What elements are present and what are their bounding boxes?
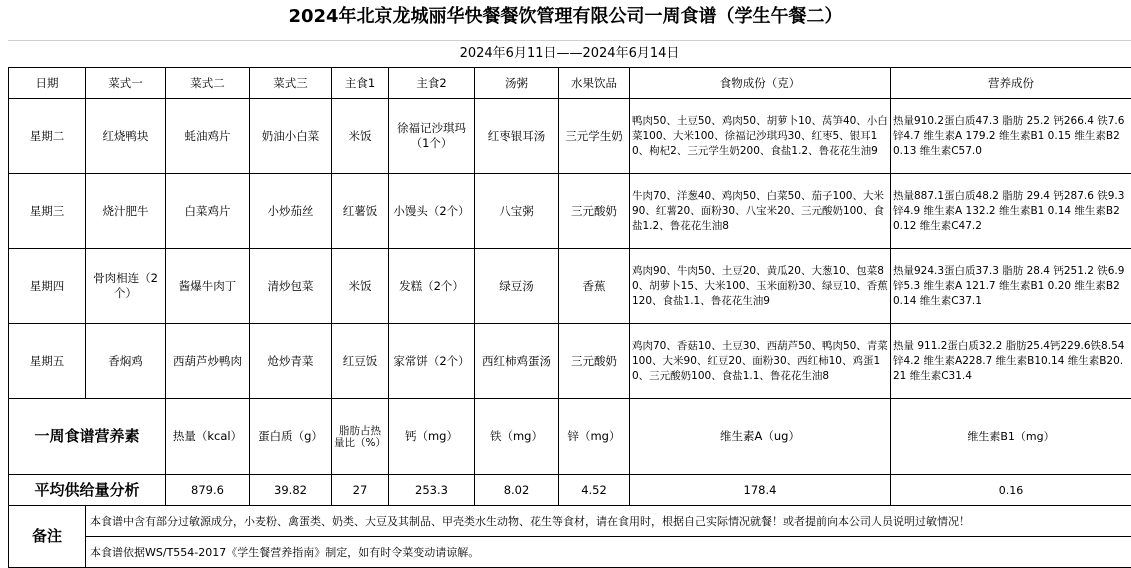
dish1-cell: 骨肉相连（2个） xyxy=(86,249,166,324)
notes-line-basis: 本食谱依据WS/T554-2017《学生餐营养指南》制定，如有时令菜变动请谅解。 xyxy=(86,537,1131,568)
summary-field: 脂肪占热量比（%） xyxy=(332,399,389,475)
dish2-cell: 蚝油鸡片 xyxy=(166,99,250,174)
nutrition-cell: 热量924.3蛋白质37.3 脂肪 28.4 钙251.2 铁6.9 锌5.3 维生素A 121.7 维生素B1 0.20 维生素B2 0.14 维生素C37.1 xyxy=(891,249,1131,324)
staple2-cell: 小馒头（2个） xyxy=(389,174,475,249)
staple2-cell: 发糕（2个） xyxy=(389,249,475,324)
nutrition-cell: 热量887.1蛋白质48.2 脂肪 29.4 钙287.6 铁9.3 锌4.9 维生素A 132.2 维生素B1 0.14 维生素B2 0.12 维生素C47.2 xyxy=(891,174,1131,249)
summary-value: 253.3 xyxy=(389,475,475,506)
dish3-cell: 奶油小白菜 xyxy=(250,99,332,174)
header-dish2: 菜式二 xyxy=(166,68,250,99)
day-label: 星期二 xyxy=(9,99,86,174)
nutrition-cell: 热量 911.2蛋白质32.2 脂肪25.4钙229.6铁8.54锌4.2 维生素A228.7 维生素B10.14 维生素B20.21 维生素C31.4 xyxy=(891,324,1131,399)
summary-field: 维生素A（ug） xyxy=(630,399,891,475)
header-staple2: 主食2 xyxy=(389,68,475,99)
summary-value: 178.4 xyxy=(630,475,891,506)
dish3-cell: 清炒包菜 xyxy=(250,249,332,324)
date-range: 2024年6月11日——2024年6月14日 xyxy=(8,40,1131,67)
day-label: 星期三 xyxy=(9,174,86,249)
notes-label: 备注 xyxy=(9,506,86,568)
header-ingredients: 食物成份（克） xyxy=(630,68,891,99)
ingredients-cell: 鸡肉90、牛肉50、土豆20、黄瓜20、大葱10、包菜80、胡萝卜15、大米100、玉米面粉30、绿豆10、香蕉120、食盐1.1、鲁花花生油9 xyxy=(630,249,891,324)
staple1-cell: 米饭 xyxy=(332,99,389,174)
summary-value: 879.6 xyxy=(166,475,250,506)
soup-cell: 八宝粥 xyxy=(475,174,559,249)
dish2-cell: 白菜鸡片 xyxy=(166,174,250,249)
summary-value: 27 xyxy=(332,475,389,506)
fruit-cell: 三元学生奶 xyxy=(559,99,630,174)
summary-field: 维生素B1（mg） xyxy=(891,399,1131,475)
day-label: 星期四 xyxy=(9,249,86,324)
header-dish1: 菜式一 xyxy=(86,68,166,99)
header-nutrition: 营养成份 xyxy=(891,68,1131,99)
fruit-cell: 三元酸奶 xyxy=(559,174,630,249)
ingredients-cell: 牛肉70、洋葱40、鸡肉50、白菜50、茄子100、大米90、红薯20、面粉30、八宝米20、三元酸奶100、食盐1.2、鲁花花生油8 xyxy=(630,174,891,249)
dish1-cell: 烧汁肥牛 xyxy=(86,174,166,249)
summary-label-nutrients: 一周食谱营养素 xyxy=(9,399,166,475)
summary-header-row xyxy=(9,399,1131,475)
menu-table xyxy=(8,67,1131,568)
notes-row xyxy=(9,506,1131,537)
summary-values-row xyxy=(9,475,1131,506)
ingredients-cell: 鸭肉50、土豆50、鸡肉50、胡萝卜10、莴笋40、小白菜100、大米100、徐福记沙琪玛30、红枣5、银耳10、枸杞2、三元学生奶200、食盐1.2、鲁花花生油9 xyxy=(630,99,891,174)
dish2-cell: 西葫芦炒鸭肉 xyxy=(166,324,250,399)
dish3-cell: 小炒茄丝 xyxy=(250,174,332,249)
day-label: 星期五 xyxy=(9,324,86,399)
summary-field: 铁（mg） xyxy=(475,399,559,475)
summary-value: 0.16 xyxy=(891,475,1131,506)
soup-cell: 西红柿鸡蛋汤 xyxy=(475,324,559,399)
header-dish3: 菜式三 xyxy=(250,68,332,99)
summary-value: 4.52 xyxy=(559,475,630,506)
nutrition-cell: 热量910.2蛋白质47.3 脂肪 25.2 钙266.4 铁7.6 锌4.7 维生素A 179.2 维生素B1 0.15 维生素B2 0.13 维生素C57.0 xyxy=(891,99,1131,174)
notes-row xyxy=(9,537,1131,568)
header-fruit: 水果饮品 xyxy=(559,68,630,99)
summary-value: 39.82 xyxy=(250,475,332,506)
summary-value: 8.02 xyxy=(475,475,559,506)
ingredients-cell: 鸡肉70、香菇10、土豆30、西葫芦50、鸭肉50、青菜100、大米90、红豆20、面粉30、西红柿10、鸡蛋10、三元酸奶100、食盐1.1、鲁花花生油8 xyxy=(630,324,891,399)
staple1-cell: 米饭 xyxy=(332,249,389,324)
notes-line-allergens: 本食谱中含有部分过敏源成分，小麦粉、禽蛋类、奶类、大豆及其制品、甲壳类水生动物、花生等食材，请在食用时，根据自己实际情况就餐！或者提前向本公司人员说明过敏情况！ xyxy=(86,506,1131,537)
dish1-cell: 红烧鸭块 xyxy=(86,99,166,174)
summary-field: 钙（mg） xyxy=(389,399,475,475)
staple2-cell: 徐福记沙琪玛（1个） xyxy=(389,99,475,174)
soup-cell: 绿豆汤 xyxy=(475,249,559,324)
dish2-cell: 酱爆牛肉丁 xyxy=(166,249,250,324)
staple2-cell: 家常饼（2个） xyxy=(389,324,475,399)
table-row xyxy=(9,249,1131,324)
summary-field: 热量（kcal） xyxy=(166,399,250,475)
dish3-cell: 炝炒青菜 xyxy=(250,324,332,399)
table-row xyxy=(9,324,1131,399)
header-staple1: 主食1 xyxy=(332,68,389,99)
table-row xyxy=(9,174,1131,249)
summary-field: 蛋白质（g） xyxy=(250,399,332,475)
header-soup: 汤粥 xyxy=(475,68,559,99)
staple1-cell: 红薯饭 xyxy=(332,174,389,249)
soup-cell: 红枣银耳汤 xyxy=(475,99,559,174)
staple1-cell: 红豆饭 xyxy=(332,324,389,399)
summary-label-average: 平均供给量分析 xyxy=(9,475,166,506)
dish1-cell: 香焖鸡 xyxy=(86,324,166,399)
summary-field: 锌（mg） xyxy=(559,399,630,475)
page-title: 2024年北京龙城丽华快餐餐饮管理有限公司一周食谱（学生午餐二） xyxy=(0,0,1131,38)
header-row xyxy=(9,68,1131,99)
fruit-cell: 香蕉 xyxy=(559,249,630,324)
table-row xyxy=(9,99,1131,174)
fruit-cell: 三元酸奶 xyxy=(559,324,630,399)
header-date: 日期 xyxy=(9,68,86,99)
